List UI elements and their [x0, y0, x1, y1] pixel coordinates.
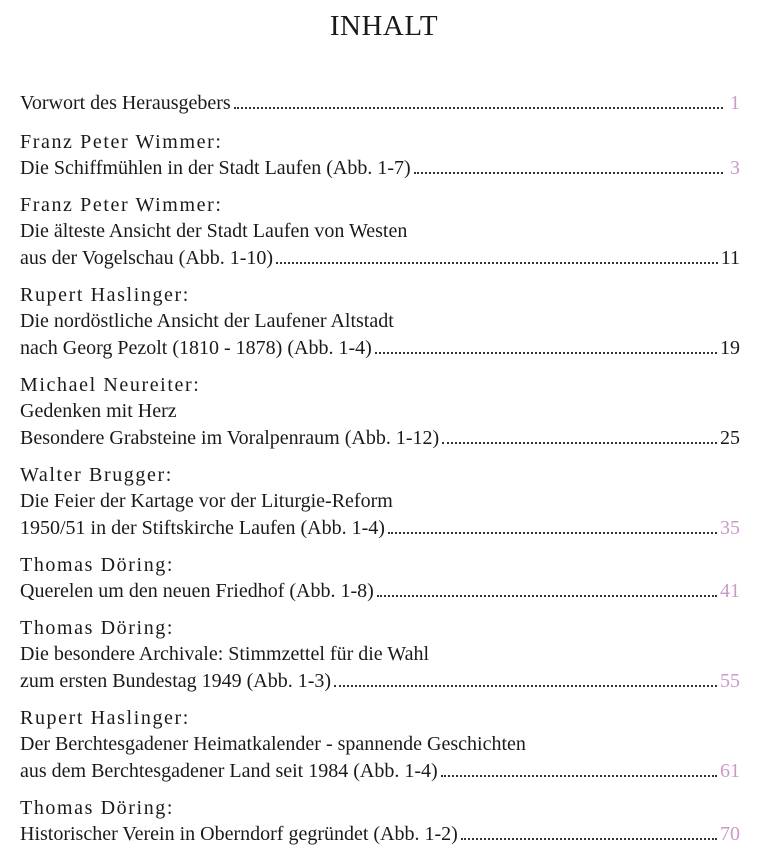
toc-title-text: zum ersten Bundestag 1949 (Abb. 1-3): [20, 670, 332, 692]
toc-author: Michael Neureiter:: [20, 374, 201, 396]
toc-entry: [20, 462, 740, 542]
toc-title-text: Die nordöstliche Ansicht der Laufener Altstadt: [20, 310, 394, 332]
toc-author: Franz Peter Wimmer:: [20, 194, 223, 216]
toc-title-line: [20, 155, 740, 182]
dot-leader: [276, 262, 718, 264]
page-number: 25: [720, 427, 740, 449]
toc-entry: [20, 795, 740, 848]
page-number: 55: [720, 670, 740, 692]
toc-title-line: [20, 90, 740, 117]
toc-title-text: Querelen um den neuen Friedhof (Abb. 1-8): [20, 580, 374, 602]
toc-title-text: Besondere Grabsteine im Voralpenraum (Abb. 1-12): [20, 427, 440, 449]
toc-entry: [20, 129, 740, 182]
toc-author: Franz Peter Wimmer:: [20, 131, 223, 153]
toc-title-line: [20, 758, 740, 785]
toc-title-text: Historischer Verein in Oberndorf gegründet (Abb. 1-2): [20, 823, 458, 845]
toc-title-line: [20, 668, 740, 695]
toc-author: Thomas Döring:: [20, 554, 175, 576]
toc-author: Rupert Haslinger:: [20, 707, 190, 729]
toc-title-line: [20, 578, 740, 605]
dot-leader: [377, 595, 717, 597]
toc-title-text: Die Schiffmühlen in der Stadt Laufen (Abb. 1-7): [20, 157, 411, 179]
toc-title-line: [20, 515, 740, 542]
toc-title-line: [20, 731, 740, 758]
toc-entry: [20, 552, 740, 605]
toc-entry: [20, 90, 740, 117]
toc-author: Walter Brugger:: [20, 464, 173, 486]
dot-leader: [375, 352, 717, 354]
toc-author: Thomas Döring:: [20, 797, 175, 819]
page-number: 19: [720, 337, 740, 359]
page-number: 3: [730, 157, 740, 179]
table-of-contents: [20, 90, 740, 858]
dot-leader: [234, 107, 723, 109]
page-number: 1: [730, 92, 740, 114]
toc-title-line: [20, 641, 740, 668]
toc-title-text: aus der Vogelschau (Abb. 1-10): [20, 247, 274, 269]
page-number: 41: [720, 580, 740, 602]
toc-title-text: Vorwort des Herausgebers: [20, 92, 231, 114]
toc-title-text: Die Feier der Kartage vor der Liturgie-Reform: [20, 490, 393, 512]
toc-title-text: aus dem Berchtesgadener Land seit 1984 (Abb. 1-4): [20, 760, 438, 782]
toc-entry: [20, 705, 740, 785]
dot-leader: [388, 532, 717, 534]
toc-title-line: [20, 335, 740, 362]
toc-title-line: [20, 821, 740, 848]
toc-title-line: [20, 308, 740, 335]
toc-entry: [20, 615, 740, 695]
dot-leader: [442, 442, 717, 444]
page-number: 70: [720, 823, 740, 845]
dot-leader: [414, 172, 723, 174]
page-number: 35: [720, 517, 740, 539]
toc-author: Thomas Döring:: [20, 617, 175, 639]
toc-title-text: Die älteste Ansicht der Stadt Laufen von Westen: [20, 220, 408, 242]
toc-title-text: nach Georg Pezolt (1810 - 1878) (Abb. 1-4): [20, 337, 372, 359]
toc-author: Rupert Haslinger:: [20, 284, 190, 306]
toc-title-line: [20, 425, 740, 452]
toc-title-text: Die besondere Archivale: Stimmzettel für die Wahl: [20, 643, 430, 665]
toc-title-line: [20, 488, 740, 515]
toc-entry: [20, 282, 740, 362]
toc-entry: [20, 192, 740, 272]
dot-leader: [334, 685, 717, 687]
toc-title-text: Gedenken mit Herz: [20, 400, 177, 422]
toc-entry: [20, 372, 740, 452]
page-number: 61: [720, 760, 740, 782]
page-number: 11: [720, 247, 740, 269]
dot-leader: [461, 838, 717, 840]
toc-title-text: Der Berchtesgadener Heimatkalender - spannende Geschichten: [20, 733, 526, 755]
toc-title-line: [20, 218, 740, 245]
toc-title-line: [20, 245, 740, 272]
toc-title-text: 1950/51 in der Stiftskirche Laufen (Abb. 1-4): [20, 517, 385, 539]
toc-title-line: [20, 398, 740, 425]
page-title: INHALT: [329, 10, 439, 42]
dot-leader: [441, 775, 717, 777]
